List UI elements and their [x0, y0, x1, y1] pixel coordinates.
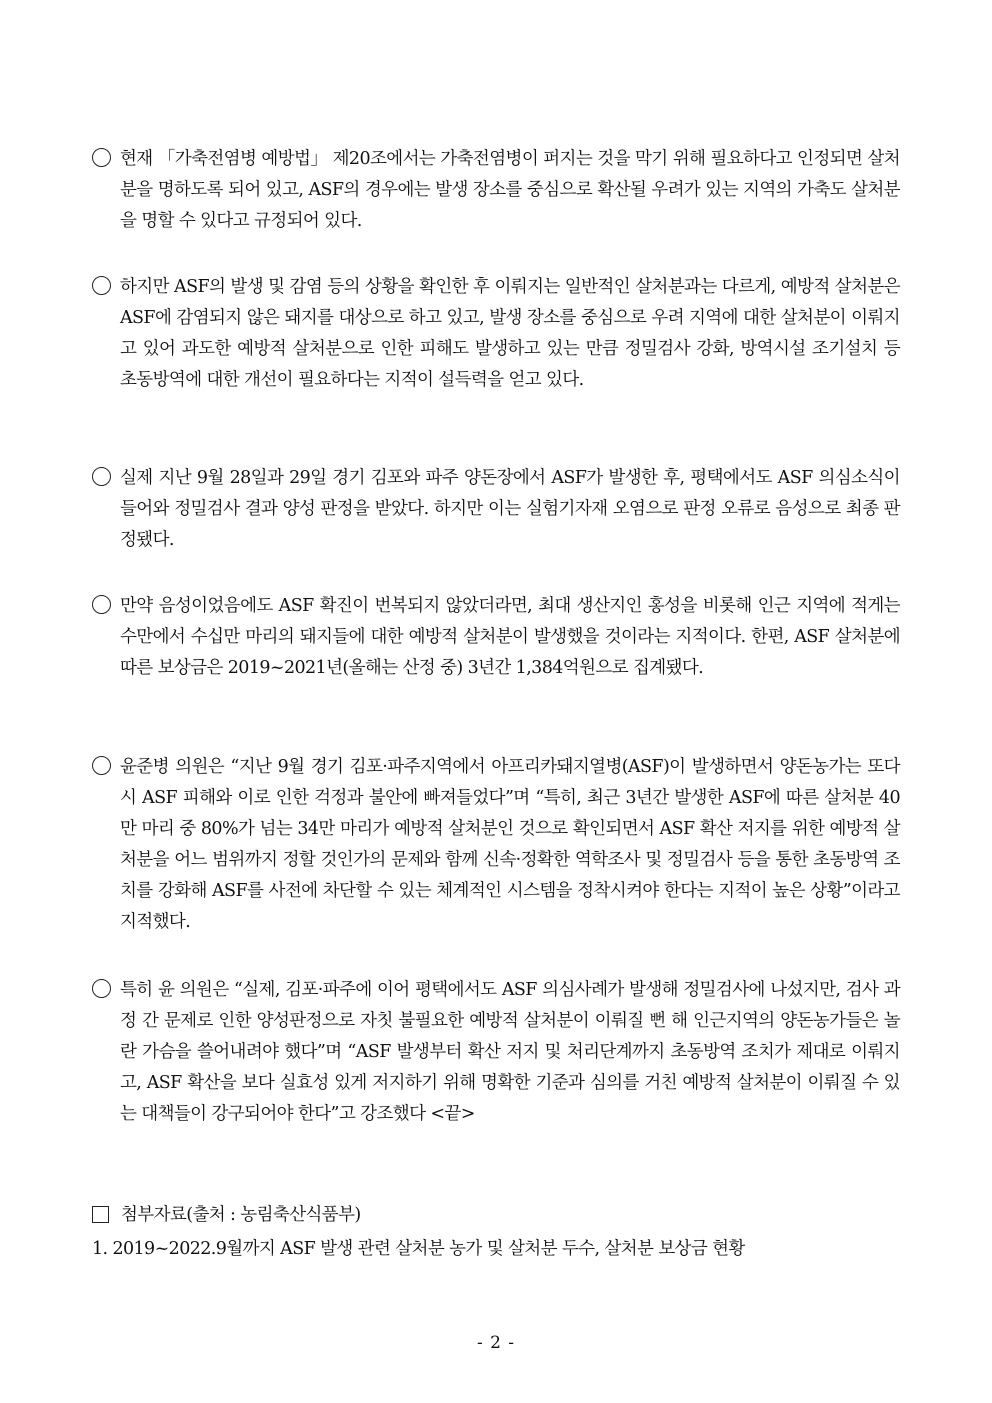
paragraph-text: 특히 윤 의원은 “실제, 김포·파주에 이어 평택에서도 ASF 의심사례가 발생해 정밀검사에 나섰지만, 검사 과정 간 문제로 인한 양성판정으로 자칫 불필요한 예방적 살처분이 이뤄질 뻔 해 인근지역의 양돈농가들은 놀란 가슴을 쓸어내려야 했다”며 “ASF 발생부터 확산 저지 및 처리단계까지 초동방역 조치가 제대로 이뤄지고, ASF 확산을 보다 실효성 있게 저지하기 위해 명확한 기준과 심의를 거친 예방적 살처분이 이뤄질 수 있는 대책들이 강구되어야 한다”고 강조했다 <끝>	[120, 980, 900, 1124]
attachment-list-item: 1. 2019~2022.9월까지 ASF 발생 관련 살처분 농가 및 살처분 두수, 살처분 보상금 현황	[92, 1239, 745, 1259]
paragraph-text: 현재 「가축전염병 예방법」 제20조에서는 가축전염병이 퍼지는 것을 막기 위해 필요하다고 인정되면 살처분을 명하도록 되어 있고, ASF의 경우에는 발생 장소를 중심으로 확산될 우려가 있는 지역의 가축도 살처분을 명할 수 있다고 규정되어 있다.	[120, 149, 900, 231]
paragraph-legal-basis	[92, 144, 900, 237]
paragraph-text: 윤준병 의원은 “지난 9월 경기 김포·파주지역에서 아프리카돼지열병(ASF)이 발생하면서 양돈농가는 또다시 ASF 피해와 이로 인한 걱정과 불안에 빠져들었다”며 “특히, 최근 3년간 발생한 ASF에 따른 살처분 40만 마리 중 80%가 넘는 34만 마리가 예방적 살처분인 것으로 확인되면서 ASF 확산 저지를 위한 예방적 살처분을 어느 범위까지 정할 것인가의 문제와 함께 신속·정확한 역학조사 및 정밀검사 등을 통한 초동방역 조치를 강화해 ASF를 사전에 차단할 수 있는 체계적인 시스템을 정착시켜야 한다는 지적이 높은 상황”이라고 지적했다.	[120, 757, 900, 932]
paragraph-compensation	[92, 591, 900, 684]
page-number: - 2 -	[476, 1333, 516, 1353]
square-bullet-icon	[92, 1206, 109, 1223]
attachment-heading	[92, 1200, 361, 1231]
paragraph-lawmaker-emphasis	[92, 975, 900, 1130]
circle-bullet-icon	[92, 276, 111, 295]
paragraph-preventive-culling	[92, 272, 900, 396]
paragraph-text: 만약 음성이었음에도 ASF 확진이 번복되지 않았더라면, 최대 생산지인 홍성을 비롯해 인근 지역에 적게는 수만에서 수십만 마리의 돼지들에 대한 예방적 살처분이 발생했을 것이라는 지적이다. 한편, ASF 살처분에 따른 보상금은 2019~2021년(올해는 산정 중) 3년간 1,384억원으로 집계됐다.	[120, 596, 900, 678]
paragraph-lawmaker-statement	[92, 752, 900, 938]
attachment-heading-text: 첨부자료(출처 : 농림축산식품부)	[121, 1205, 361, 1225]
circle-bullet-icon	[92, 467, 111, 486]
circle-bullet-icon	[92, 756, 111, 775]
paragraph-text: 하지만 ASF의 발생 및 감염 등의 상황을 확인한 후 이뤄지는 일반적인 살처분과는 다르게, 예방적 살처분은 ASF에 감염되지 않은 돼지를 대상으로 하고 있고, 발생 장소를 중심으로 우려 지역에 대한 살처분이 이뤄지고 있어 과도한 예방적 살처분으로 인한 피해도 발생하고 있는 만큼 정밀검사 강화, 방역시설 조기설치 등 초동방역에 대한 개선이 필요하다는 지적이 설득력을 얻고 있다.	[120, 277, 900, 390]
paragraph-pyeongtaek-case	[92, 463, 900, 556]
circle-bullet-icon	[92, 148, 111, 167]
paragraph-text: 실제 지난 9월 28일과 29일 경기 김포와 파주 양돈장에서 ASF가 발생한 후, 평택에서도 ASF 의심소식이 들어와 정밀검사 결과 양성 판정을 받았다. 하지만 이는 실험기자재 오염으로 판정 오류로 음성으로 최종 판정됐다.	[120, 468, 900, 550]
circle-bullet-icon	[92, 595, 111, 614]
circle-bullet-icon	[92, 979, 111, 998]
